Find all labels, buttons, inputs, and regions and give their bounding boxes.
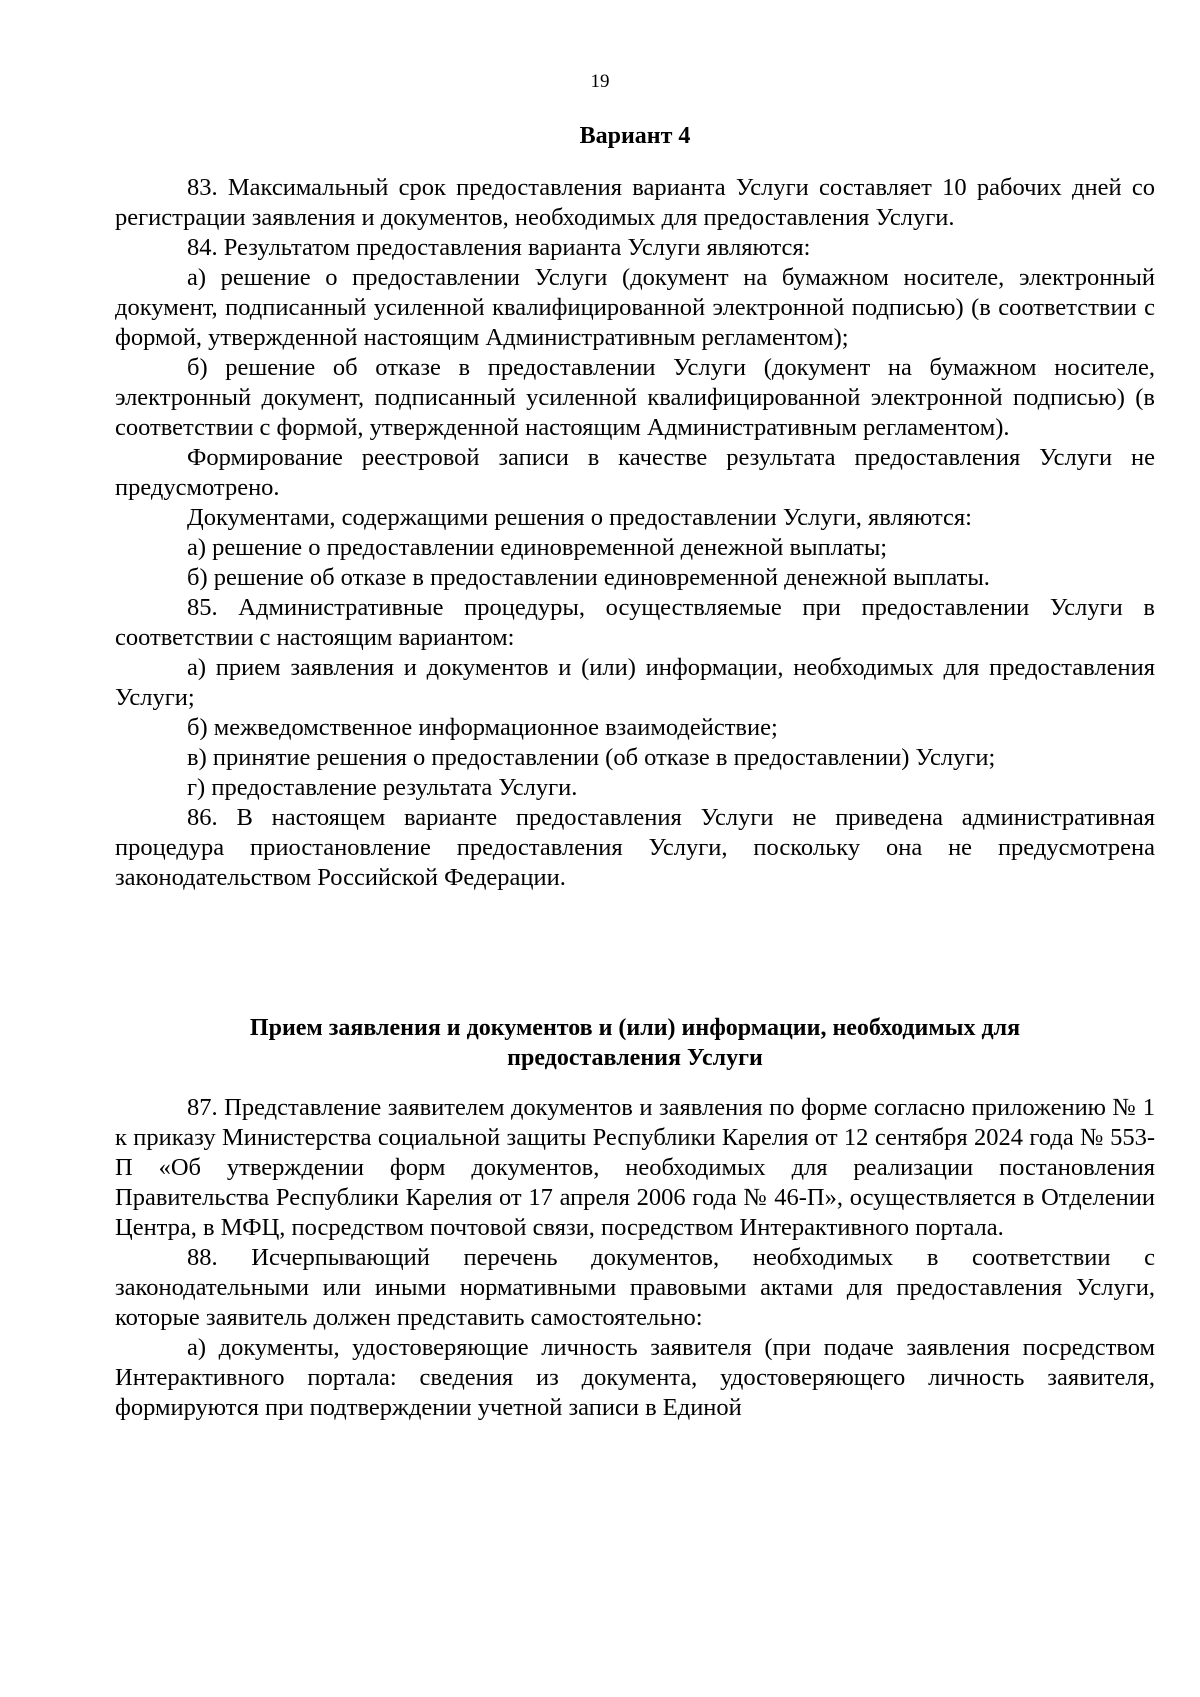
- paragraph-88-a: а) документы, удостоверяющие личность заявителя (при подаче заявления посредством Интерактивного портала: сведения из документа, удостоверяющего личность заявителя, формируются при подтверждении учетной записи в Единой: [115, 1334, 1155, 1421]
- section-title-line-1: Прием заявления и документов и (или) информации, необходимых для: [249, 1015, 1021, 1041]
- paragraph-decision-b: б) решение об отказе в предоставлении единовременной денежной выплаты.: [187, 564, 990, 591]
- paragraph-84-b: б) решение об отказе в предоставлении Услуги (документ на бумажном носителе, электронный документ, подписанный усиленной квалифицированной электронной подписью) (в соответствии с формой, утвержденной настоящим Административным регламентом).: [115, 354, 1155, 441]
- paragraph-83: 83. Максимальный срок предоставления варианта Услуги составляет 10 рабочих дней со регистрации заявления и документов, необходимых для предоставления Услуги.: [115, 174, 1155, 231]
- page-number: 19: [590, 71, 610, 92]
- paragraph-decision-documents: Документами, содержащими решения о предоставлении Услуги, являются:: [187, 504, 972, 531]
- paragraph-84: 84. Результатом предоставления варианта Услуги являются:: [187, 234, 811, 261]
- section2-body: [115, 1093, 1155, 1423]
- paragraph-85-g: г) предоставление результата Услуги.: [187, 774, 578, 801]
- section1-body: [115, 173, 1155, 893]
- paragraph-85: 85. Административные процедуры, осуществляемые при предоставлении Услуги в соответствии с настоящим вариантом:: [115, 594, 1155, 651]
- paragraph-85-v: в) принятие решения о предоставлении (об отказе в предоставлении) Услуги;: [187, 744, 996, 771]
- paragraph-decision-a: а) решение о предоставлении единовременной денежной выплаты;: [187, 534, 888, 561]
- paragraph-88: 88. Исчерпывающий перечень документов, необходимых в соответствии с законодательными или иными нормативными правовыми актами для предоставления Услуги, которые заявитель должен представить самостоятельно:: [115, 1244, 1155, 1331]
- paragraph-84-a: а) решение о предоставлении Услуги (документ на бумажном носителе, электронный документ, подписанный усиленной квалифицированной электронной подписью) (в соответствии с формой, утвержденной настоящим Административным регламентом);: [115, 264, 1155, 351]
- paragraph-85-a: а) прием заявления и документов и (или) информации, необходимых для предоставления Услуги;: [115, 654, 1155, 711]
- paragraph-85-b: б) межведомственное информационное взаимодействие;: [187, 714, 778, 741]
- section-title-line-2: предоставления Услуги: [507, 1045, 763, 1071]
- paragraph-87: 87. Представление заявителем документов и заявления по форме согласно приложению № 1 к приказу Министерства социальной защиты Республики Карелия от 12 сентября 2024 года № 553-П «Об утверждении форм документов, необходимых для реализации постановления Правительства Республики Карелия от 17 апреля 2006 года № 46-П», осуществляется в Отделении Центра, в МФЦ, посредством почтовой связи, посредством Интерактивного портала.: [115, 1094, 1155, 1241]
- paragraph-86: 86. В настоящем варианте предоставления Услуги не приведена административная процедура приостановление предоставления Услуги, поскольку она не предусмотрена законодательством Российской Федерации.: [115, 804, 1155, 891]
- section-title-variant-4: Вариант 4: [579, 123, 691, 149]
- paragraph-registry-record: Формирование реестровой записи в качестве результата предоставления Услуги не предусмотрено.: [115, 444, 1155, 501]
- section-title-application-reception: [115, 1013, 1155, 1073]
